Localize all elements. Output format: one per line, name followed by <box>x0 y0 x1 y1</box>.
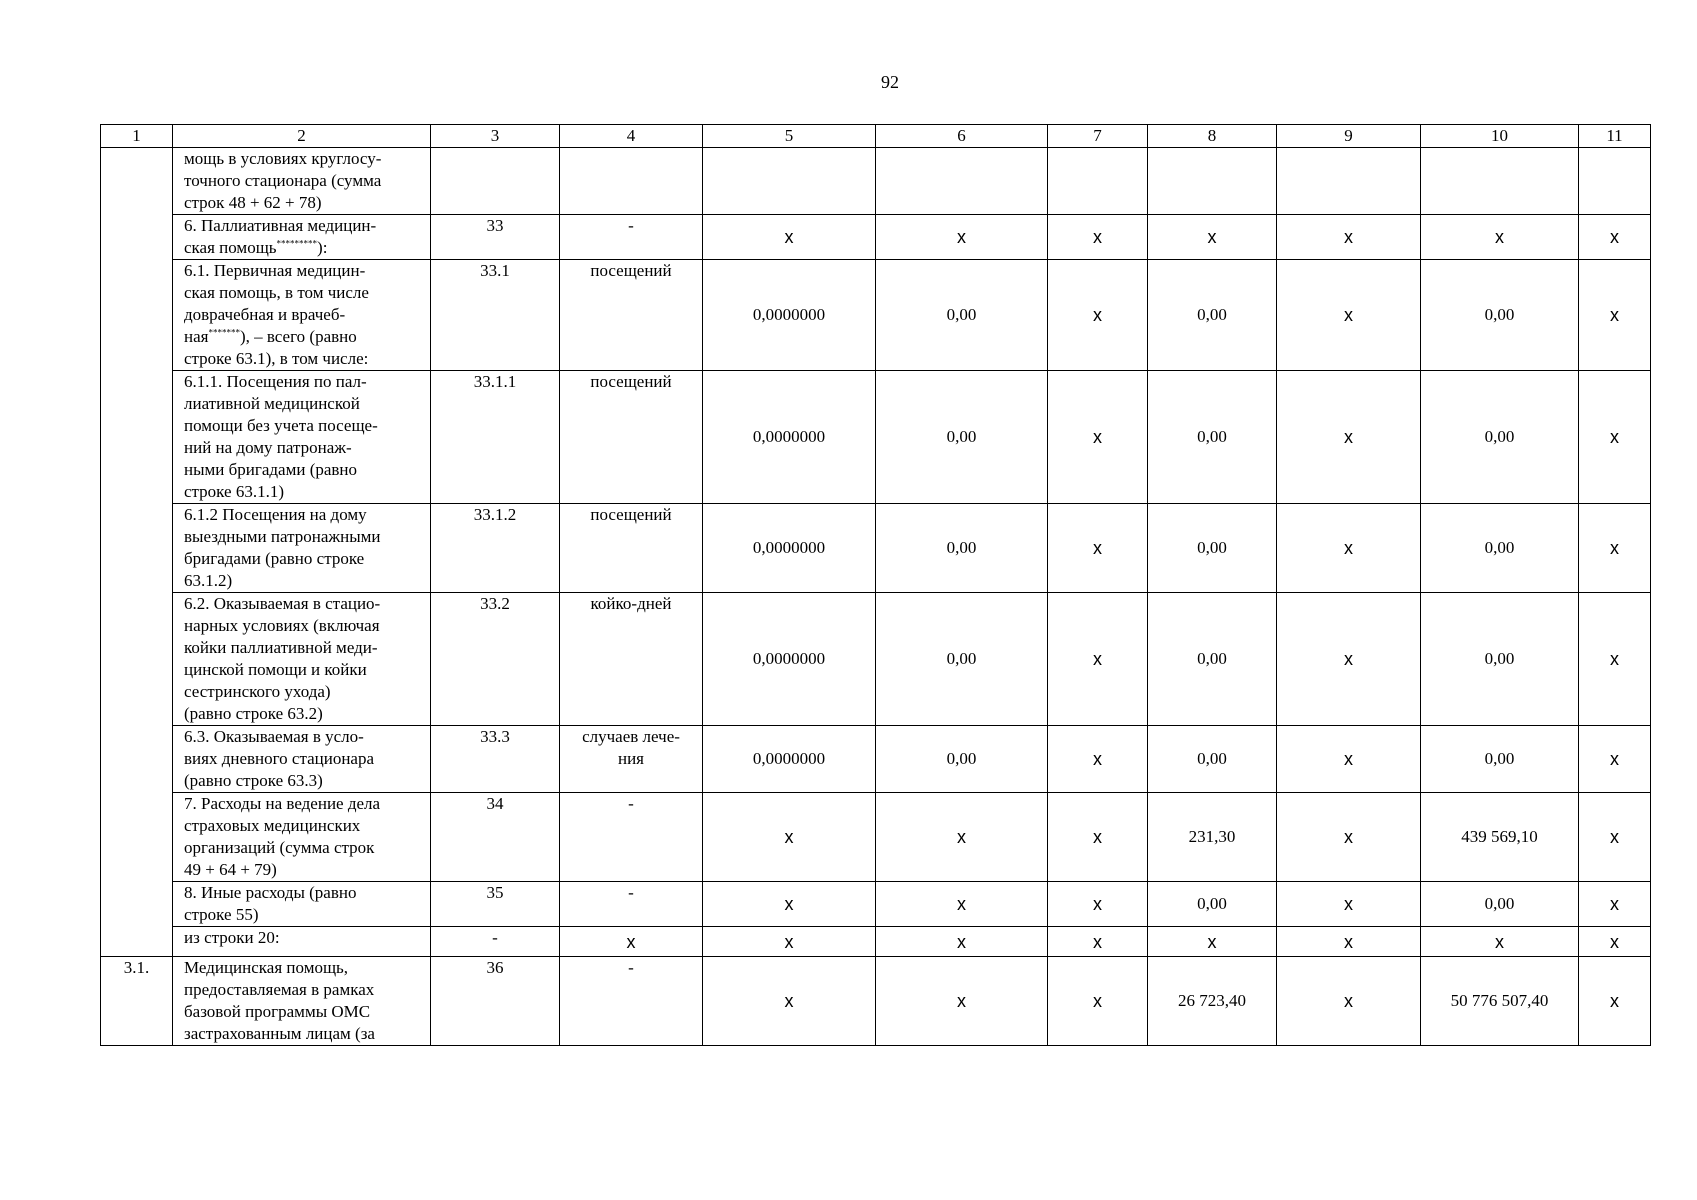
row-description-text: 6.1.2 Посещения на дому выездными патронажными бригадами (равно строке 63.1.2) <box>184 505 381 590</box>
value-cell-col-8: х <box>1148 215 1277 260</box>
column-number: 4 <box>560 125 703 148</box>
value-cell-col-8: 0,00 <box>1148 882 1277 927</box>
table-row <box>101 957 1651 1046</box>
row-description-text: мощь в условиях круглосу- точного стационара (сумма строк 48 + 62 + 78) <box>184 149 382 212</box>
value-cell-col-11: х <box>1579 793 1651 882</box>
value-cell-col-6: 0,00 <box>876 260 1048 371</box>
value-cell-col-5: х <box>703 793 876 882</box>
value-cell-col-10: 0,00 <box>1421 504 1579 593</box>
value-cell-col-9: х <box>1277 957 1421 1046</box>
value-cell-col-6: х <box>876 882 1048 927</box>
value-cell-col-8: 26 723,40 <box>1148 957 1277 1046</box>
column-number: 3 <box>431 125 560 148</box>
value-cell-col-6: 0,00 <box>876 593 1048 726</box>
table-row <box>101 215 1651 260</box>
value-cell-col-5: 0,0000000 <box>703 504 876 593</box>
value-cell-col-6: 0,00 <box>876 726 1048 793</box>
row-line-code: 36 <box>431 957 560 1046</box>
row-section-number: 3.1. <box>101 957 173 1046</box>
row-description-text: 6.3. Оказываемая в усло- виях дневного стационара (равно строке 63.3) <box>184 727 375 790</box>
row-description <box>173 957 431 1046</box>
table-row <box>101 726 1651 793</box>
row-unit: - <box>560 215 703 260</box>
column-number: 11 <box>1579 125 1651 148</box>
column-number: 6 <box>876 125 1048 148</box>
row-description-text: 8. Иные расходы (равно строке 55) <box>184 883 357 924</box>
row-section-number <box>101 593 173 726</box>
column-number: 7 <box>1048 125 1148 148</box>
value-cell-col-9: х <box>1277 371 1421 504</box>
value-cell-col-5: х <box>703 927 876 957</box>
value-cell-col-9: х <box>1277 260 1421 371</box>
value-cell-col-9: х <box>1277 882 1421 927</box>
table-row <box>101 793 1651 882</box>
value-cell-col-5: 0,0000000 <box>703 593 876 726</box>
value-cell-col-8: 0,00 <box>1148 260 1277 371</box>
value-cell-col-10: 0,00 <box>1421 882 1579 927</box>
value-cell-col-7: х <box>1048 882 1148 927</box>
value-cell-col-10 <box>1421 148 1579 215</box>
table-row <box>101 504 1651 593</box>
row-description <box>173 927 431 957</box>
value-cell-col-10: 0,00 <box>1421 726 1579 793</box>
value-cell-col-9: х <box>1277 793 1421 882</box>
row-line-code: - <box>431 927 560 957</box>
column-number: 9 <box>1277 125 1421 148</box>
row-section-number <box>101 882 173 927</box>
value-cell-col-11: х <box>1579 726 1651 793</box>
value-cell-col-10: 50 776 507,40 <box>1421 957 1579 1046</box>
row-description-text: 6.1.1. Посещения по пал- лиативной медицинской помощи без учета посеще- ний на дому патронаж- ными бригадами (равно строке 63.1.1) <box>184 372 378 501</box>
row-section-number <box>101 371 173 504</box>
row-description <box>173 148 431 215</box>
column-number: 10 <box>1421 125 1579 148</box>
value-cell-col-7: х <box>1048 957 1148 1046</box>
row-line-code: 34 <box>431 793 560 882</box>
row-section-number <box>101 927 173 957</box>
row-description-text: Медицинская помощь, предоставляемая в рамках базовой программы ОМС застрахованным лицам (за <box>184 958 375 1043</box>
value-cell-col-11: х <box>1579 215 1651 260</box>
row-unit <box>560 148 703 215</box>
value-cell-col-11: х <box>1579 504 1651 593</box>
value-cell-col-9: х <box>1277 927 1421 957</box>
value-cell-col-10: х <box>1421 927 1579 957</box>
value-cell-col-8: 0,00 <box>1148 726 1277 793</box>
row-section-number <box>101 726 173 793</box>
row-description-text: 6.2. Оказываемая в стацио- нарных условиях (включая койки паллиативной меди- цинской помощи и койки сестринского ухода) (равно строке 63.2) <box>184 594 381 723</box>
row-line-code <box>431 148 560 215</box>
row-line-code: 33.1 <box>431 260 560 371</box>
value-cell-col-11: х <box>1579 371 1651 504</box>
value-cell-col-7: х <box>1048 593 1148 726</box>
row-section-number <box>101 793 173 882</box>
value-cell-col-9: х <box>1277 726 1421 793</box>
value-cell-col-7: х <box>1048 260 1148 371</box>
value-cell-col-9: х <box>1277 504 1421 593</box>
footnote-marker: ********* <box>276 238 318 249</box>
row-line-code: 33.1.1 <box>431 371 560 504</box>
table-row <box>101 593 1651 726</box>
column-number-row <box>101 125 1651 148</box>
table-row <box>101 148 1651 215</box>
row-description <box>173 504 431 593</box>
value-cell-col-10: 0,00 <box>1421 371 1579 504</box>
value-cell-col-5 <box>703 148 876 215</box>
value-cell-col-8: 0,00 <box>1148 593 1277 726</box>
row-unit: койко-дней <box>560 593 703 726</box>
row-section-number <box>101 148 173 215</box>
data-table <box>100 124 1651 1046</box>
row-unit: - <box>560 793 703 882</box>
row-description <box>173 215 431 260</box>
row-line-code: 33.1.2 <box>431 504 560 593</box>
row-line-code: 33 <box>431 215 560 260</box>
value-cell-col-8: 231,30 <box>1148 793 1277 882</box>
table-row <box>101 371 1651 504</box>
row-unit: посещений <box>560 260 703 371</box>
value-cell-col-11: х <box>1579 927 1651 957</box>
row-description <box>173 260 431 371</box>
value-cell-col-7: х <box>1048 927 1148 957</box>
row-description <box>173 593 431 726</box>
value-cell-col-11: х <box>1579 593 1651 726</box>
value-cell-col-7: х <box>1048 215 1148 260</box>
value-cell-col-10: 439 569,10 <box>1421 793 1579 882</box>
column-number: 8 <box>1148 125 1277 148</box>
value-cell-col-11: х <box>1579 260 1651 371</box>
value-cell-col-5: х <box>703 215 876 260</box>
table-row <box>101 927 1651 957</box>
row-section-number <box>101 504 173 593</box>
row-unit: случаев лече- ния <box>560 726 703 793</box>
row-line-code: 33.2 <box>431 593 560 726</box>
row-unit: - <box>560 957 703 1046</box>
value-cell-col-6 <box>876 148 1048 215</box>
row-line-code: 33.3 <box>431 726 560 793</box>
row-unit: посещений <box>560 504 703 593</box>
value-cell-col-5: 0,0000000 <box>703 726 876 793</box>
value-cell-col-6: 0,00 <box>876 371 1048 504</box>
value-cell-col-7: х <box>1048 726 1148 793</box>
value-cell-col-10: 0,00 <box>1421 260 1579 371</box>
page-number: 92 <box>881 72 899 92</box>
footnote-marker: ******* <box>208 327 240 338</box>
row-unit: х <box>560 927 703 957</box>
value-cell-col-5: 0,0000000 <box>703 371 876 504</box>
value-cell-col-8: х <box>1148 927 1277 957</box>
row-description-text: 6.1. Первичная медицин- ская помощь, в том числе доврачебная и врачеб- ная <box>184 261 369 346</box>
row-description-text: из строки 20: <box>184 928 280 947</box>
value-cell-col-6: х <box>876 215 1048 260</box>
value-cell-col-11: х <box>1579 957 1651 1046</box>
value-cell-col-7: х <box>1048 793 1148 882</box>
row-line-code: 35 <box>431 882 560 927</box>
value-cell-col-9 <box>1277 148 1421 215</box>
row-unit: посещений <box>560 371 703 504</box>
row-section-number <box>101 215 173 260</box>
row-description-text: 7. Расходы на ведение дела страховых медицинских организаций (сумма строк 49 + 64 + 79) <box>184 794 381 879</box>
value-cell-col-6: х <box>876 793 1048 882</box>
row-description-tail: ): <box>317 238 328 257</box>
table-row <box>101 882 1651 927</box>
value-cell-col-9: х <box>1277 215 1421 260</box>
row-description-text: 6. Паллиативная медицин- ская помощь <box>184 216 377 257</box>
row-description-tail: ), – всего (равно строке 63.1), в том числе: <box>184 327 369 368</box>
table-row <box>101 260 1651 371</box>
column-number: 1 <box>101 125 173 148</box>
row-description <box>173 882 431 927</box>
row-description <box>173 726 431 793</box>
value-cell-col-7: х <box>1048 504 1148 593</box>
value-cell-col-9: х <box>1277 593 1421 726</box>
value-cell-col-10: 0,00 <box>1421 593 1579 726</box>
value-cell-col-8: 0,00 <box>1148 371 1277 504</box>
value-cell-col-6: х <box>876 927 1048 957</box>
value-cell-col-7: х <box>1048 371 1148 504</box>
value-cell-col-5: 0,0000000 <box>703 260 876 371</box>
value-cell-col-8: 0,00 <box>1148 504 1277 593</box>
value-cell-col-5: х <box>703 882 876 927</box>
value-cell-col-6: 0,00 <box>876 504 1048 593</box>
row-description <box>173 793 431 882</box>
value-cell-col-11 <box>1579 148 1651 215</box>
row-description <box>173 371 431 504</box>
row-section-number <box>101 260 173 371</box>
column-number: 5 <box>703 125 876 148</box>
value-cell-col-5: х <box>703 957 876 1046</box>
column-number: 2 <box>173 125 431 148</box>
value-cell-col-11: х <box>1579 882 1651 927</box>
value-cell-col-8 <box>1148 148 1277 215</box>
value-cell-col-10: х <box>1421 215 1579 260</box>
value-cell-col-6: х <box>876 957 1048 1046</box>
row-unit: - <box>560 882 703 927</box>
value-cell-col-7 <box>1048 148 1148 215</box>
